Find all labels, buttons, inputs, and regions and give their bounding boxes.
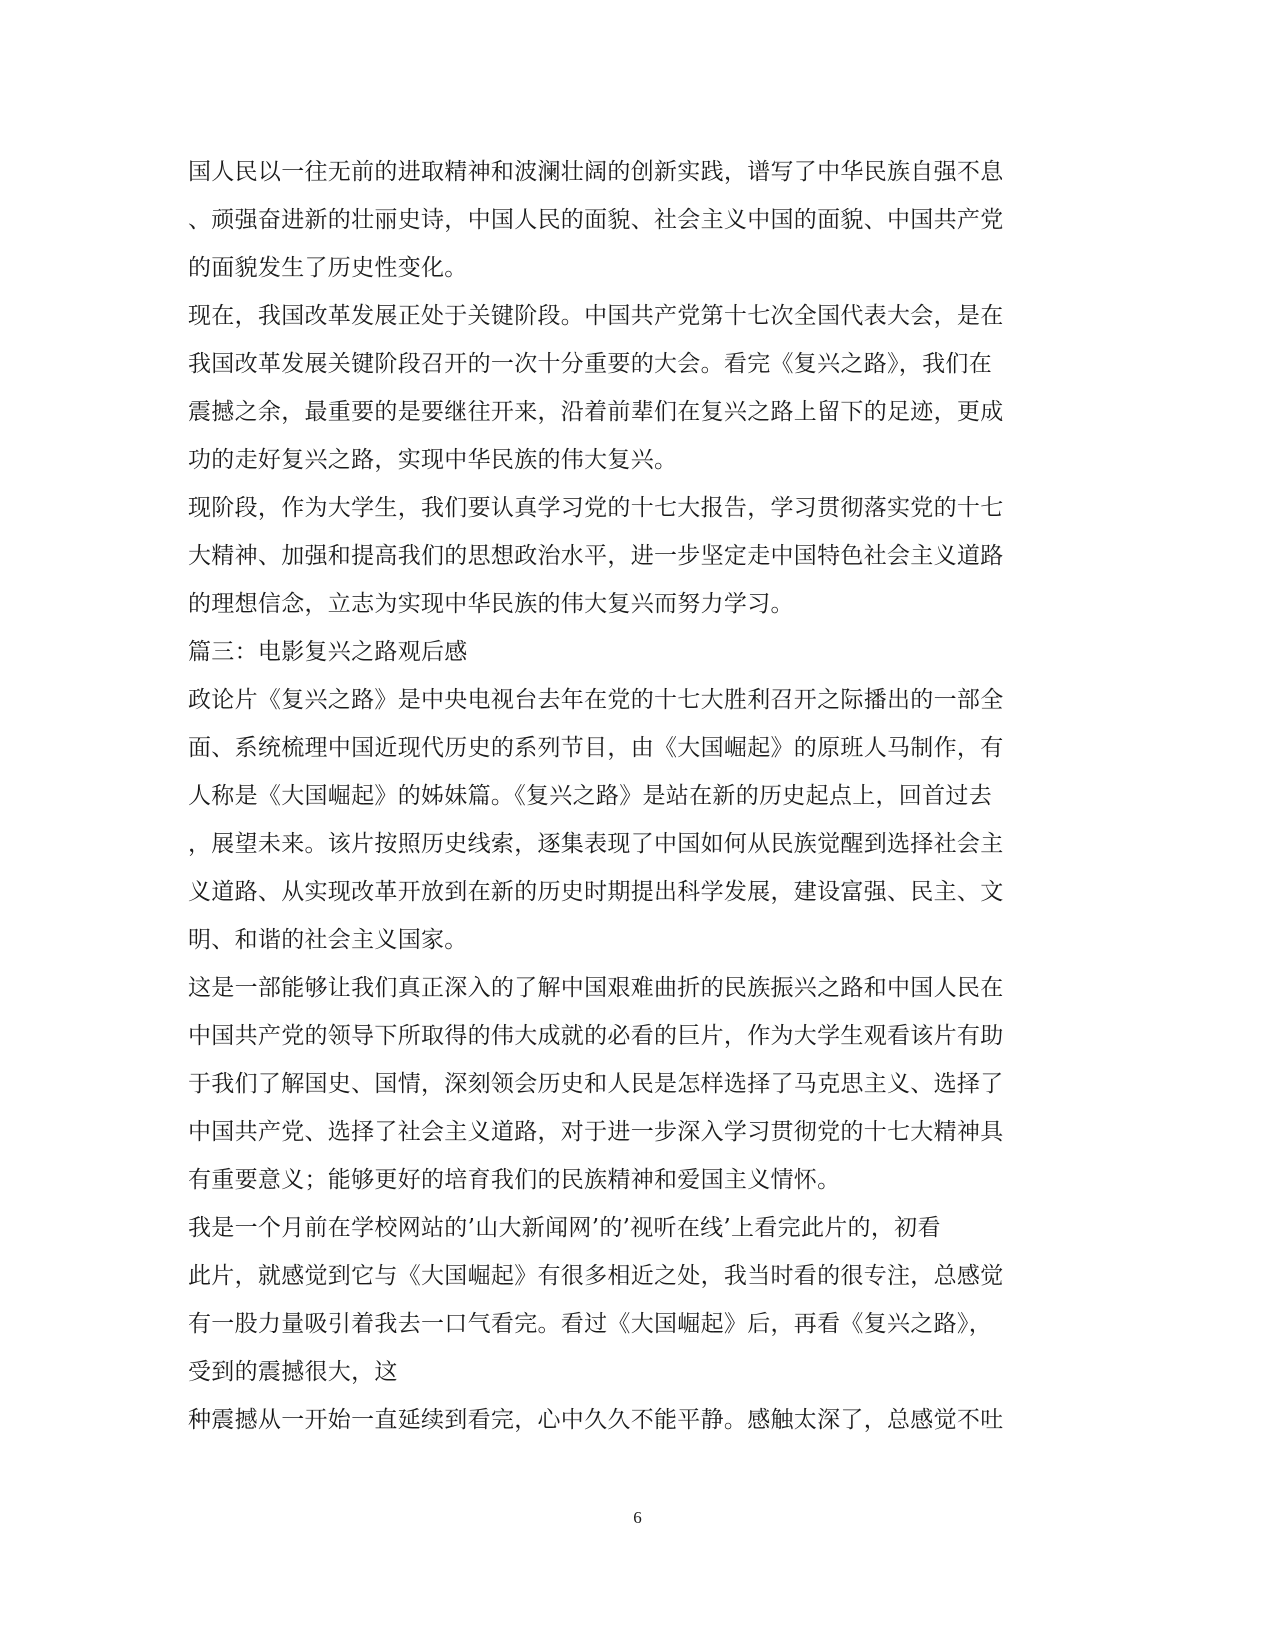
text-line: 面、系统梳理中国近现代历史的系列节目，由《大国崛起》的原班人马制作，有 [188,735,1004,761]
text-line: 于我们了解国史、国情，深刻领会历史和人民是怎样选择了马克思主义、选择了 [188,1071,1004,1097]
text-line: 受到的震撼很大，这 [188,1359,398,1385]
text-line: 有重要意义；能够更好的培育我们的民族精神和爱国主义情怀。 [188,1167,841,1193]
text-line: 国人民以一往无前的进取精神和波澜壮阔的创新实践，谱写了中华民族自强不息 [188,159,1004,185]
text-line: 震撼之余，最重要的是要继往开来，沿着前辈们在复兴之路上留下的足迹，更成 [188,399,1004,425]
text-line: 大精神、加强和提高我们的思想政治水平，进一步坚定走中国特色社会主义道路 [188,543,1004,569]
body-text [188,148,1088,1444]
text-line: 现在，我国改革发展正处于关键阶段。中国共产党第十七次全国代表大会，是在 [188,303,1004,329]
text-line: 义道路、从实现改革开放到在新的历史时期提出科学发展，建设富强、民主、文 [188,879,1004,905]
text-line: 明、和谐的社会主义国家。 [188,927,468,953]
text-line: 现阶段，作为大学生，我们要认真学习党的十七大报告，学习贯彻落实党的十七 [188,495,1004,521]
text-line: 有一股力量吸引着我去一口气看完。看过《大国崛起》后，再看《复兴之路》， [188,1311,992,1337]
text-line: 政论片《复兴之路》是中央电视台去年在党的十七大胜利召开之际播出的一部全 [188,687,1004,713]
text-line: 功的走好复兴之路，实现中华民族的伟大复兴。 [188,447,678,473]
text-line: 的面貌发生了历史性变化。 [188,255,468,281]
text-line: 此片，就感觉到它与《大国崛起》有很多相近之处，我当时看的很专注，总感觉 [188,1263,1004,1289]
text-line: 我是一个月前在学校网站的’山大新闻网’的’视听在线’上看完此片的，初看 [188,1215,941,1241]
text-line: 这是一部能够让我们真正深入的了解中国艰难曲折的民族振兴之路和中国人民在 [188,975,1004,1001]
text-line: ，展望未来。该片按照历史线索，逐集表现了中国如何从民族觉醒到选择社会主 [188,831,1004,857]
section-heading: 篇三：电影复兴之路观后感 [188,639,468,665]
text-line: 的理想信念，立志为实现中华民族的伟大复兴而努力学习。 [188,591,794,617]
text-line: 人称是《大国崛起》的姊妹篇。《复兴之路》是站在新的历史起点上，回首过去 [188,783,992,809]
text-line: 、顽强奋进新的壮丽史诗，中国人民的面貌、社会主义中国的面貌、中国共产党 [188,207,1004,233]
text-line: 中国共产党、选择了社会主义道路，对于进一步深入学习贯彻党的十七大精神具 [188,1119,1004,1145]
text-line: 中国共产党的领导下所取得的伟大成就的必看的巨片，作为大学生观看该片有助 [188,1023,1004,1049]
text-line: 种震撼从一开始一直延续到看完，心中久久不能平静。感触太深了，总感觉不吐 [188,1407,1004,1433]
page-number: 6 [633,1508,642,1527]
text-line: 我国改革发展关键阶段召开的一次十分重要的大会。看完《复兴之路》，我们在 [188,351,992,377]
